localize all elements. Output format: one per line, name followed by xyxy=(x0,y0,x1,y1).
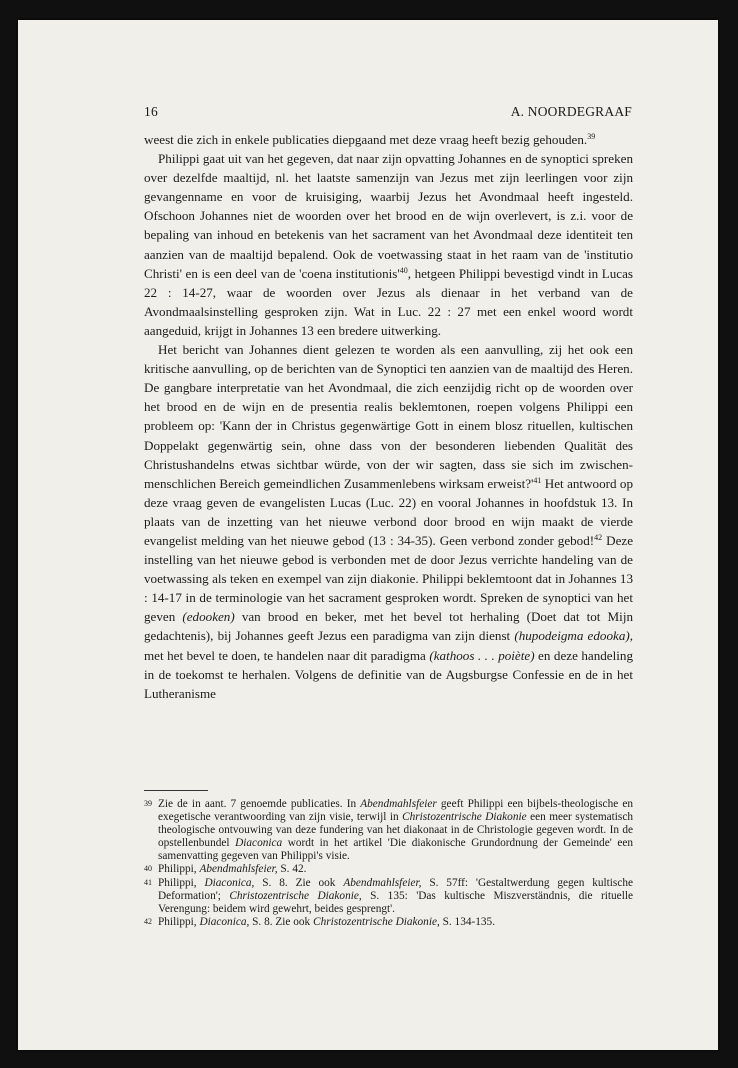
footnote-number: 42 xyxy=(144,916,152,926)
footnotes xyxy=(144,798,633,929)
footnote-text xyxy=(158,877,633,916)
footnote-text xyxy=(158,916,633,929)
footnote-ref: 39 xyxy=(587,132,596,141)
footnote-number: 39 xyxy=(144,799,152,808)
footnote-text xyxy=(158,798,633,863)
text-run: geeft Philippi een bijbels-theologische en exegetische verantwoording van zijn visie, terwijl in xyxy=(158,798,633,824)
paragraph xyxy=(144,149,633,340)
text-run: Philippi, xyxy=(158,915,200,928)
footnote xyxy=(144,916,633,929)
italic-term: Abendmahlsfeier, xyxy=(199,863,278,876)
book-page xyxy=(18,20,718,1050)
footnote-ref: 40 xyxy=(399,265,408,275)
page-number: 16 xyxy=(144,104,158,119)
text-run: Het bericht van Johannes dient gelezen te worden als een aanvulling, zij het ook een kritische aanvulling, op de berichten van de Synoptici ten aanzien van de maaltijd des Heren. De gangbare interpretatie van het Avondmaal, die zich eenzijdig richt op de woorden over het brood en de wijn en de presentia realis beklemtonen, roepen volgens Philippi een probleem op: 'Kann der in Christus gegenwärtige Gott in einem blosz rituellen, kultischen Doppelakt gegenwärtig sein, ohne dass von der besonderen liebenden Qualität des Christushandelns etwas sichtbar würde, von der wir sagten, dass sie sich im zwischen-menschlichen Bereich gemeindlichen Zusammenlebens wirksam erweist?' xyxy=(144,342,633,491)
text-run: Deze instelling van het nieuwe gebod is verbonden met de door Jezus verrichte handeling van de voetwassing als teken en exempel van zijn diakonie. Philippi beklemtoont dat in Johannes 13 : 14-17 in de terminologie van het sacrament gesproken wordt. Spreken de synoptici van het geven xyxy=(144,532,634,625)
text-run: Zie de in aant. 7 genoemde publicaties. In xyxy=(158,798,361,810)
body-text xyxy=(144,130,633,703)
text-run: S. 42. xyxy=(277,863,307,876)
text-run: Philippi gaat uit van het gegeven, dat naar zijn opvatting Johannes en de synoptici spreken over dezelfde maaltijd, nl. het laatste samenzijn van Jezus met zijn leerlingen voor zijn gevangenname en voor de kruisiging, waarbij Jezus het Avondmaal heeft ingesteld. Ofschoon Johannes niet de woorden over het brood en de wijn overlevert, is z.i. voor de bepaling van inhoud en betekenis van het sacrament van het Avondmaal deze identiteit ten aanzien van de maaltijd bepalend. Ook de voetwassing staat in het raam van de 'institutio Christi' en is een deel van de 'coena institutionis' xyxy=(144,151,633,281)
italic-term: (hupodeigma edooka), xyxy=(514,628,633,644)
text-run: Het antwoord op deze vraag geven de evangelisten Lucas (Luc. 22) en vooral Johannes in hoofdstuk 13. In plaats van de inzetting van het nieuwe verbond door brood en wijn maakt de vierde evangelist melding van het nieuwe gebod (13 : 34-35). Geen verbond zonder gebod! xyxy=(144,475,634,548)
italic-term: Abendmahlsfeier xyxy=(360,798,437,810)
text-run: weest die zich in enkele publicaties diepgaand met deze vraag heeft bezig gehouden. xyxy=(144,132,588,147)
italic-term: (edooken) xyxy=(182,609,235,625)
italic-term: Abendmahlsfeier, xyxy=(343,876,422,889)
italic-term: Christozentrische Diakonie, xyxy=(229,889,362,902)
italic-term: Diaconica, xyxy=(199,915,250,928)
text-run: Philippi, xyxy=(158,863,200,876)
footnote-number: 41 xyxy=(144,877,152,887)
footnote-ref: 42 xyxy=(594,532,603,542)
italic-term: Christozentrische Diakonie xyxy=(402,811,527,824)
footnote-ref: 41 xyxy=(533,475,542,485)
text-run: van brood en beker, met het bevel tot herhaling (Doet dat tot Mijn gedachtenis), bij Johannes geeft Jezus een paradigma van zijn dienst xyxy=(144,609,633,644)
italic-term: (kathoos . . . poiète) xyxy=(429,647,535,663)
text-run: S. 8. Zie ook xyxy=(249,915,314,928)
paragraph xyxy=(144,340,633,703)
text-run: Philippi, xyxy=(158,876,205,889)
footnote-number: 40 xyxy=(144,864,152,874)
text-run: S. 135: 'Das kultische Miszverständnis, die rituelle Verengung: beidem wird gewehrt, beides gesprengt'. xyxy=(158,889,633,915)
page-header xyxy=(144,104,632,120)
italic-term: Diaconica xyxy=(235,837,283,850)
text-run: S. 134-135. xyxy=(439,915,496,928)
text-run: , hetgeen Philippi bevestigd vindt in Lucas 22 : 14-27, waar de woorden over Jezus als dienaar in het verband van de Avondmaalsinstelling gesproken zijn. Wat in Luc. 22 : 27 met een enkel woord wordt aangeduid, krijgt in Johannes 13 een bredere uitwerking. xyxy=(144,265,633,338)
text-run: S. 8. Zie ook xyxy=(254,876,344,889)
footnote xyxy=(144,877,633,916)
text-run: wordt in het artikel 'Die diakonische Grundordnung der Gemeinde' een samenvatting gegeven van Philippi's visie. xyxy=(158,837,633,863)
footnote-text xyxy=(158,863,633,876)
running-title: A. NOORDEGRAAF xyxy=(510,104,632,119)
footnote-separator xyxy=(144,790,208,791)
footnote xyxy=(144,863,633,876)
italic-term: Diaconica, xyxy=(204,876,255,889)
italic-term: Christozentrische Diakonie, xyxy=(313,915,440,928)
text-run: en deze handeling in de toekomst te herhalen. Volgens de definitie van de Augsburgse Confessie en de in het Lutheranisme xyxy=(144,647,633,701)
text-run: een meer systematisch theologische ontvouwing van deze fundering van het diakonaat in de Christologie gegeven wordt. In de opstellenbundel xyxy=(158,811,633,850)
footnote xyxy=(144,798,633,863)
text-run: met het bevel te doen, te handelen naar dit paradigma xyxy=(144,647,430,663)
text-run: S. 57ff: 'Gestaltwerdung gegen kultische Deformation'; xyxy=(158,876,633,902)
paragraph xyxy=(144,130,633,149)
